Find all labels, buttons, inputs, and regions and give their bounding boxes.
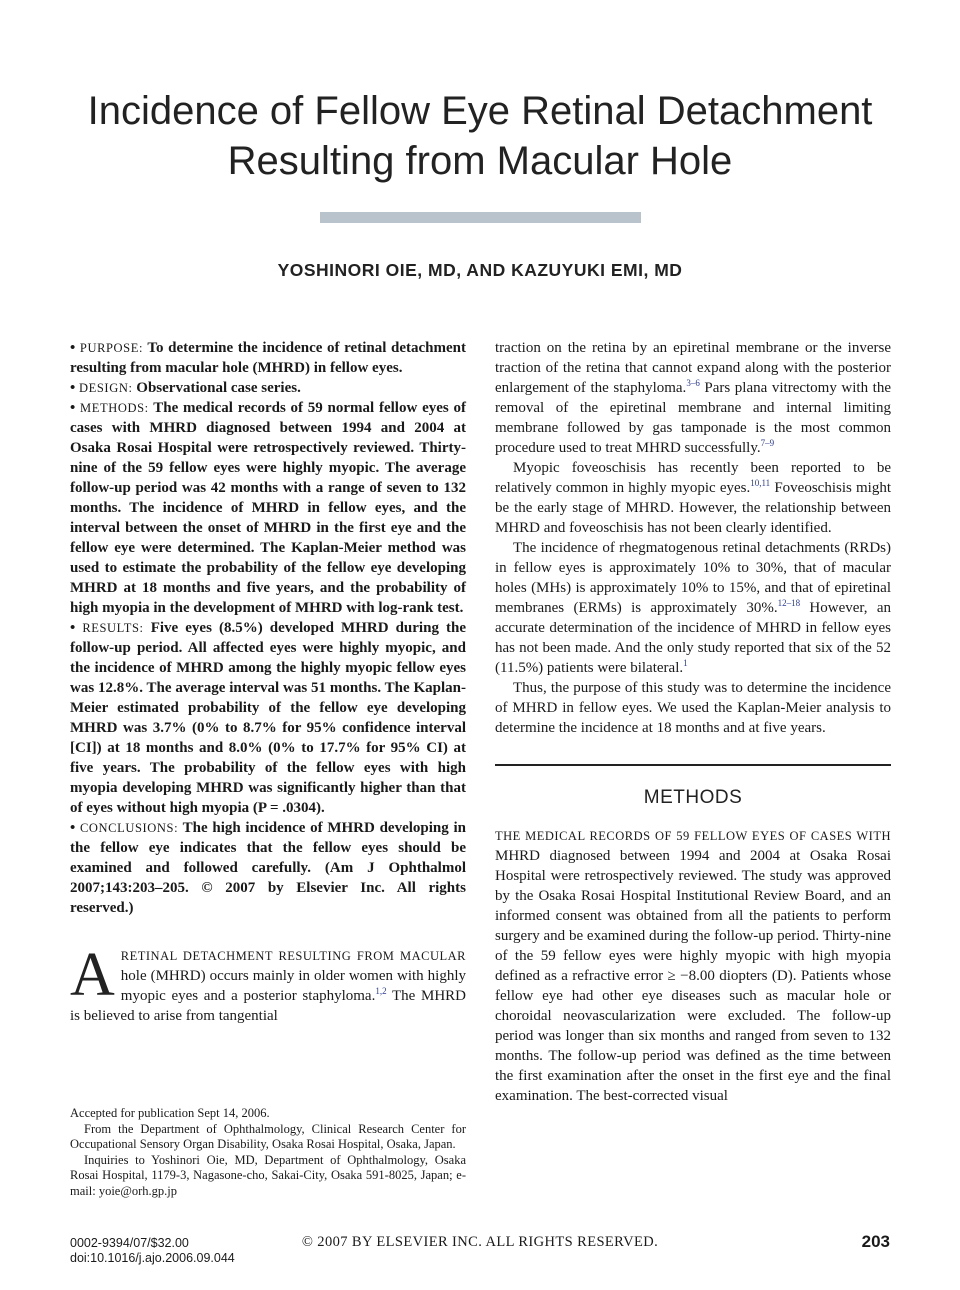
methods-label: METHODS: <box>80 401 149 415</box>
abstract-purpose: • PURPOSE: To determine the incidence of retinal detachment resulting from macular hole (MHRD) in fellow eyes. <box>70 340 466 376</box>
footer-copyright: © 2007 BY ELSEVIER INC. ALL RIGHTS RESERVED. <box>301 1234 659 1250</box>
methods-body: MHRD diagnosed between 1994 and 2004 at Osaka Rosai Hospital were retrospectively reviewed. The study was approved by the Osaka Rosai Hospital Institutional Review Board, and an informed consent was obtained from all the patients to perform surgery and be examined during the follow-up period. Thirty-nine of the 59 fellow eyes were highly myopic with high myopia defined as a refractive error ≥ −8.00 diopters (D). Patients whose fellow eye had other eye diseases such as macular hole or choroidal neovascularization were excluded. The follow-up period was longer than six months and ranged from seven to 132 months. The follow-up period was defined as the time between the first examination after the onset in the first eye and the final examination. The best-corrected visual <box>495 848 891 1104</box>
conclusions-text: The high incidence of MHRD developing in the fellow eye indicates that the fellow eyes should be examined and followed carefully. (Am J Ophthalmol 2007;143:203–205. © 2007 by Elsevier Inc. All rights reserved.) <box>70 820 466 916</box>
purpose-text: To determine the incidence of retinal detachment resulting from macular hole (MHRD) in fellow eyes. <box>70 340 466 376</box>
section-rule <box>495 764 891 766</box>
intro-smallcaps: RETINAL DETACHMENT RESULTING FROM MACULAR <box>120 949 466 963</box>
paragraph-2 <box>495 458 891 538</box>
results-label: RESULTS: <box>82 621 144 635</box>
footnote-accepted: Accepted for publication Sept 14, 2006. <box>70 1106 270 1120</box>
intro-section <box>70 941 467 1026</box>
abstract-methods: • METHODS: The medical records of 59 normal fellow eyes of cases with MHRD diagnosed between 1994 and 2004 at Osaka Rosai Hospital were retrospectively reviewed. Thirty-nine of the 59 fellow eyes were highly myopic. The average follow-up period was 42 months with a range of seven to 132 months. The incidence of MHRD in fellow eyes, and the interval between the onset of MHRD in the first eye and the fellow eye were determined. The Kaplan-Meier method was used to estimate the probability of the fellow eye developing MHRD at 18 months and five years, and the probability of high myopia in the development of MHRD with log-rank test. <box>70 400 466 616</box>
footnote-inquiries: Inquiries to Yoshinori Oie, MD, Department of Ophthalmology, Osaka Rosai Hospital, 1179-3, Nagasone-cho, Sakai-City, Osaka 591-8025, Japan; e-mail: yoie@orh.gp.jp <box>70 1152 466 1198</box>
p3-text-a: The incidence of rhegmatogenous retinal detachments (RRDs) in fellow eyes is approximately 10% to 30%, that of macular holes (MHs) is approximately 10% to 15%, and that of epiretinal membranes (ERMs) is approximately 30%. <box>495 540 891 616</box>
ref-link[interactable]: 12–18 <box>777 598 801 608</box>
intro-paragraph <box>70 941 467 1026</box>
title-divider-bar <box>320 212 641 223</box>
paragraph-1 <box>495 338 891 458</box>
paragraph-4: Thus, the purpose of this study was to determine the incidence of MHRD in fellow eyes. We used the Kaplan-Meier analysis to determine the incidence at 18 months and at five years. <box>495 680 891 736</box>
left-column <box>70 338 466 1026</box>
issn: 0002-9394/07/$32.00 <box>70 1236 189 1250</box>
abstract <box>70 338 466 918</box>
intro-text-a: hole (MHRD) occurs mainly in older women with highly myopic eyes and a posterior staphyloma. <box>120 968 466 1004</box>
doi[interactable]: doi:10.1016/j.ajo.2006.09.044 <box>70 1251 235 1265</box>
article-title <box>0 86 960 186</box>
methods-smallcaps: THE MEDICAL RECORDS OF 59 FELLOW EYES OF CASES WITH <box>495 829 891 843</box>
ref-link[interactable]: 1 <box>683 658 688 668</box>
title-line-1: Incidence of Fellow Eye Retinal Detachment <box>87 89 873 133</box>
title-line-2: Resulting from Macular Hole <box>227 139 733 183</box>
results-text: Five eyes (8.5%) developed MHRD during the follow-up period. All affected eyes were highly myopic, and the incidence of MHRD among the highly myopic fellow eyes was 12.8%. The average interval was 51 months. The Kaplan-Meier estimated probability of the fellow eye developing MHRD was 3.7% (0% to 8.7% for 95% confidence interval [CI]) at 18 months and 8.0% (0% to 17.7% for 95% CI) at five years. The probability of the fellow eyes with high myopia developing MHRD was significantly higher than that of eyes without high myopia (P = .0304). <box>70 620 467 816</box>
ref-link[interactable]: 10,11 <box>750 478 771 488</box>
paragraph-3 <box>495 538 891 678</box>
ref-link[interactable]: 7–9 <box>760 438 775 448</box>
design-text: Observational case series. <box>136 380 301 396</box>
abstract-design: • DESIGN: Observational case series. <box>70 380 301 396</box>
design-label: DESIGN: <box>79 381 133 395</box>
p1-text-a: traction on the retina by an epiretinal membrane or the inverse traction of the retina that cannot expand along with the posterior enlargement of the staphyloma. <box>495 340 891 396</box>
methods-heading: METHODS <box>643 787 743 808</box>
footnote-affiliation: From the Department of Ophthalmology, Clinical Research Center for Occupational Sensory Organ Disability, Osaka Rosai Hospital, Osaka, Japan. <box>70 1121 466 1151</box>
footnotes <box>70 1106 466 1199</box>
p3-text-b: However, an accurate determination of the incidence of MHRD in fellow eyes has not been made. And the only study reported that six of the 52 (11.5%) patients were bilateral. <box>495 600 891 676</box>
drop-cap: A <box>70 941 115 1009</box>
abstract-results: • RESULTS: Five eyes (8.5%) developed MHRD during the follow-up period. All affected eyes were highly myopic, and the incidence of MHRD among the highly myopic fellow eyes was 12.8%. The average interval was 51 months. The Kaplan-Meier estimated probability of the fellow eye developing MHRD was 3.7% (0% to 8.7% for 95% confidence interval [CI]) at 18 months and 8.0% (0% to 17.7% for 95% CI) at five years. The probability of the fellow eyes with high myopia developing MHRD was significantly higher than that of eyes without high myopia (P = .0304). <box>70 620 467 816</box>
purpose-label: PURPOSE: <box>79 341 144 355</box>
ref-link[interactable]: 1,2 <box>375 986 387 996</box>
abstract-conclusions: • CONCLUSIONS: The high incidence of MHRD developing in the fellow eye indicates that the fellow eyes should be examined and followed carefully. (Am J Ophthalmol 2007;143:203–205. © 2007 by Elsevier Inc. All rights reserved.) <box>70 820 466 916</box>
right-column <box>495 338 891 1106</box>
intro-text-b: The MHRD is believed to arise from tangential <box>70 988 467 1024</box>
ref-link[interactable]: 3–6 <box>686 378 700 388</box>
methods-text: The medical records of 59 normal fellow eyes of cases with MHRD diagnosed between 1994 and 2004 at Osaka Rosai Hospital were retrospectively reviewed. Thirty-nine of the 59 fellow eyes were highly myopic. The average follow-up period was 42 months with a range of seven to 132 months. The incidence of MHRD in fellow eyes, and the interval between the onset of MHRD in the first eye and the fellow eye were determined. The Kaplan-Meier method was used to estimate the probability of the fellow eye developing MHRD at 18 months and five years, and the probability of high myopia in the development of MHRD with log-rank test. <box>70 400 466 616</box>
p2-text-a: Myopic foveoschisis has recently been reported to be relatively common in highly myopic eyes. <box>495 460 891 496</box>
conclusions-label: CONCLUSIONS: <box>79 821 179 835</box>
p2-text-b: Foveoschisis might be the early stage of MHRD. However, the relationship between MHRD and foveoschisis has not been clearly identified. <box>495 480 891 536</box>
author-line: YOSHINORI OIE, MD, AND KAZUYUKI EMI, MD <box>277 260 683 280</box>
page-number: 203 <box>861 1232 890 1251</box>
methods-paragraph <box>495 826 891 1106</box>
p1-text-b: Pars plana vitrectomy with the removal of the epiretinal membrane and internal limiting membrane followed by gas tamponade is the most common procedure used to treat MHRD successfully. <box>495 380 891 456</box>
